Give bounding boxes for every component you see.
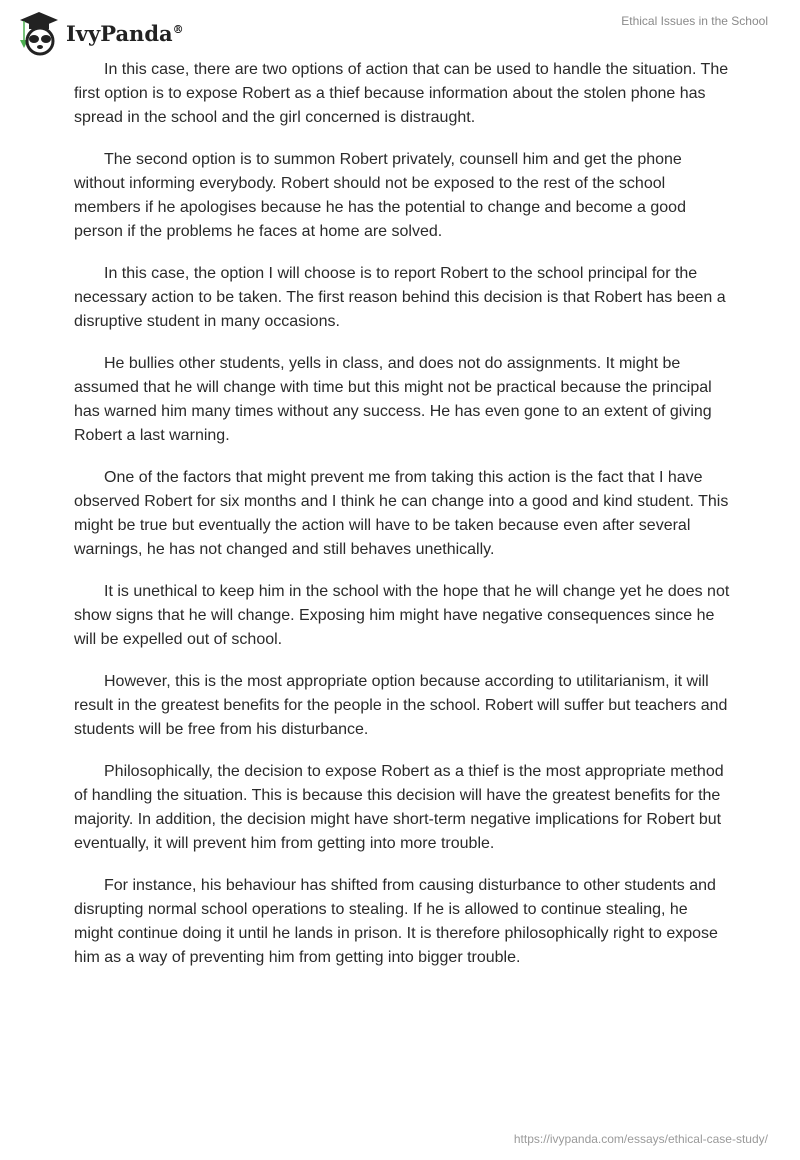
paragraph: However, this is the most appropriate option because according to utilitarianism, it will result in the greatest benefits for the people in the school. Robert will suffer but teachers and students will be free from his disturbance. bbox=[74, 673, 728, 738]
paragraph: In this case, the option I will choose is to report Robert to the school principal for the necessary action to be taken. The first reason behind this decision is that Robert has been a disruptive student in many occasions. bbox=[74, 265, 726, 330]
essay-body bbox=[74, 58, 730, 988]
paragraph: Philosophically, the decision to expose Robert as a thief is the most appropriate method of handling the situation. This is because this decision will have the greatest benefits for the majority. In addition, the decision might have short-term negative implications for Robert but eventually, it will prevent him from getting into more trouble. bbox=[74, 763, 724, 852]
paragraph: The second option is to summon Robert privately, counsell him and get the phone without informing everybody. Robert should not be exposed to the rest of the school members if he apologises because he has the potential to change and become a good person if the problems he faces at home are solved. bbox=[74, 151, 686, 240]
paragraph: One of the factors that might prevent me from taking this action is the fact that I have observed Robert for six months and I think he can change into a good and kind student. This might be true but eventually the action will have to be taken because even after several warnings, he has not changed and still behaves unethically. bbox=[74, 469, 729, 558]
ivypanda-logo[interactable] bbox=[18, 10, 184, 56]
paragraph: For instance, his behaviour has shifted from causing disturbance to other students and disrupting normal school operations to stealing. If he is allowed to continue stealing, he might continue doing it until he lands in prison. It is therefore philosophically right to expose him as a way of preventing him from getting into bigger trouble. bbox=[74, 877, 718, 966]
source-url-link[interactable]: https://ivypanda.com/essays/ethical-case-study/ bbox=[513, 1132, 768, 1146]
paragraph: In this case, there are two options of action that can be used to handle the situation. The first option is to expose Robert as a thief because information about the stolen phone has spread in the school and the girl concerned is distraught. bbox=[74, 61, 729, 126]
logo-text: IvyPanda® bbox=[66, 20, 184, 46]
panda-graduate-icon bbox=[18, 10, 60, 56]
paragraph: He bullies other students, yells in class, and does not do assignments. It might be assumed that he will change with time but this might not be practical because the principal has warned him many times without any success. He has even gone to an extent of giving Robert a last warning. bbox=[74, 355, 712, 444]
paragraph: It is unethical to keep him in the school with the hope that he will change yet he does not show signs that he will change. Exposing him might have negative consequences since he will be expelled out of school. bbox=[74, 583, 730, 648]
document-title: Ethical Issues in the School bbox=[621, 14, 768, 28]
